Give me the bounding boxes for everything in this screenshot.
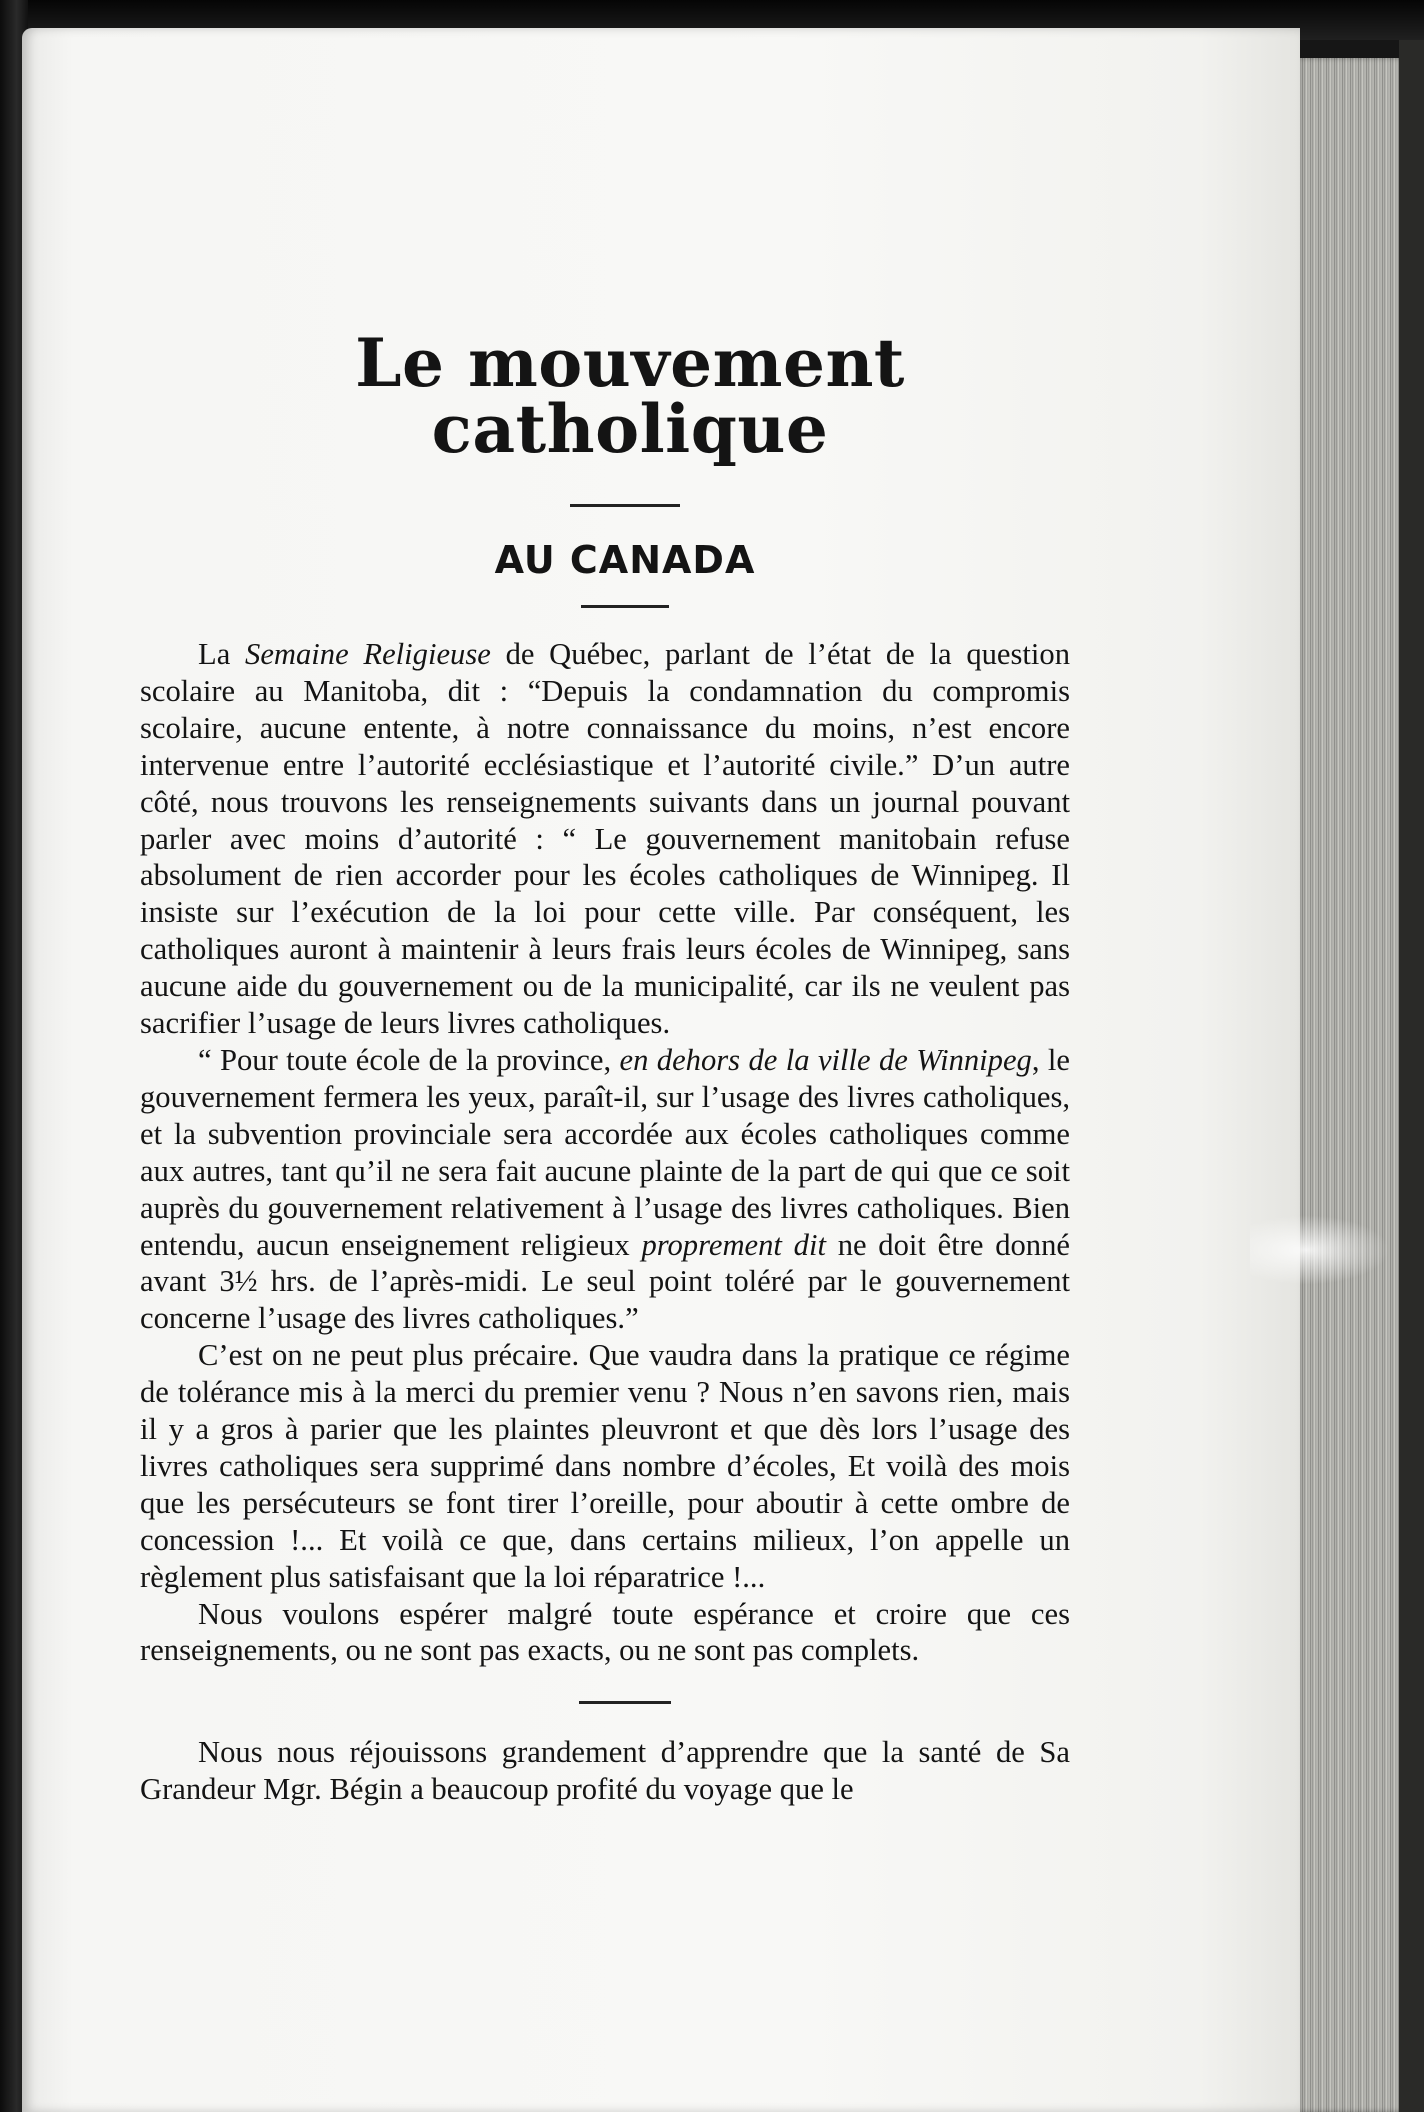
- page-text-block: [140, 324, 1070, 1808]
- paragraph: [140, 1042, 1070, 1337]
- italic-text-run: en dehors de la ville de Winnipeg: [619, 1042, 1032, 1077]
- text-run: Nous nous réjouissons grandement d’apprendre que la santé de Sa Grandeur Mgr. Bégin a beaucoup profité du voyage que le: [140, 1735, 1070, 1807]
- article-body: [140, 636, 1070, 1808]
- text-run: La: [198, 637, 246, 671]
- title-divider: [570, 504, 680, 507]
- paragraph: [140, 1596, 1070, 1670]
- paragraph: [140, 1337, 1070, 1595]
- page-title: Le mouvement catholique: [355, 324, 905, 468]
- book-page-edges: [1295, 58, 1399, 2112]
- text-run: C’est on ne peut plus précaire. Que vaudra dans la pratique ce régime de tolérance mis à la merci du premier venu ? Nous n’en savons rien, mais il y a gros à parier que les plaintes pleuvront et que dès lors l’usage des livres catholiques sera supprimé dans nombre d’écoles, Et voilà des mois que les persécuteurs se font tirer l’oreille, pour aboutir à cette ombre de concession !... Et voilà ce que, dans certains milieux, l’on appelle un règlement plus satisfaisant que la loi réparatrice !...: [140, 1338, 1070, 1594]
- closing-paragraph: [140, 1734, 1070, 1808]
- paragraph: [140, 636, 1070, 1042]
- subtitle-divider: [581, 605, 669, 608]
- italic-text-run: Semaine Religieuse: [245, 637, 491, 671]
- page-subtitle: AU CANADA: [494, 538, 756, 582]
- text-run: de Québec, parlant de l’état de la question scolaire au Manitoba, dit : “Depuis la condamnation du compromis scolaire, aucune entente, à notre connaissance du moins, n’est encore intervenue entre l’autorité ecclésiastique et l’autorité civile.” D’un autre côté, nous trouvons les renseignements suivants dans un journal pouvant parler avec moins d’autorité : “ Le gouvernement manitobain refuse absolument de rien accorder pour les écoles catholiques de Winnipeg. Il insiste sur l’exécution de la loi pour cette ville. Par conséquent, les catholiques auront à maintenir à leurs frais leurs écoles de Winnipeg, sans aucune aide du gouvernement ou de la municipalité, car ils ne veulent pas sacrifier l’usage de leurs livres catholiques.: [140, 637, 1070, 1041]
- italic-text-run: proprement dit: [641, 1227, 826, 1262]
- text-run: ne doit être donné avant 3½ hrs. de l’après-midi. Le seul point toléré par le gouvernement concerne l’usage des livres catholiques.”: [140, 1227, 1070, 1336]
- text-run: “ Pour toute école de la province,: [198, 1042, 620, 1077]
- text-run: Nous voulons espérer malgré toute espérance et croire que ces renseignements, ou ne sont pas exacts, ou ne sont pas complets.: [140, 1596, 1070, 1668]
- text-run: , le gouvernement fermera les yeux, paraît-il, sur l’usage des livres catholiques, et la subvention provinciale sera accordée aux écoles catholiques comme aux autres, tant qu’il ne sera fait aucune plainte de la part de qui que ce soit auprès du gouvernement relativement à l’usage des livres catholiques. Bien entendu, aucun enseignement religieux: [140, 1042, 1070, 1262]
- section-divider: [579, 1701, 671, 1704]
- book-cover-edge: [1399, 40, 1424, 2112]
- page-edge-tear: [1250, 1215, 1390, 1285]
